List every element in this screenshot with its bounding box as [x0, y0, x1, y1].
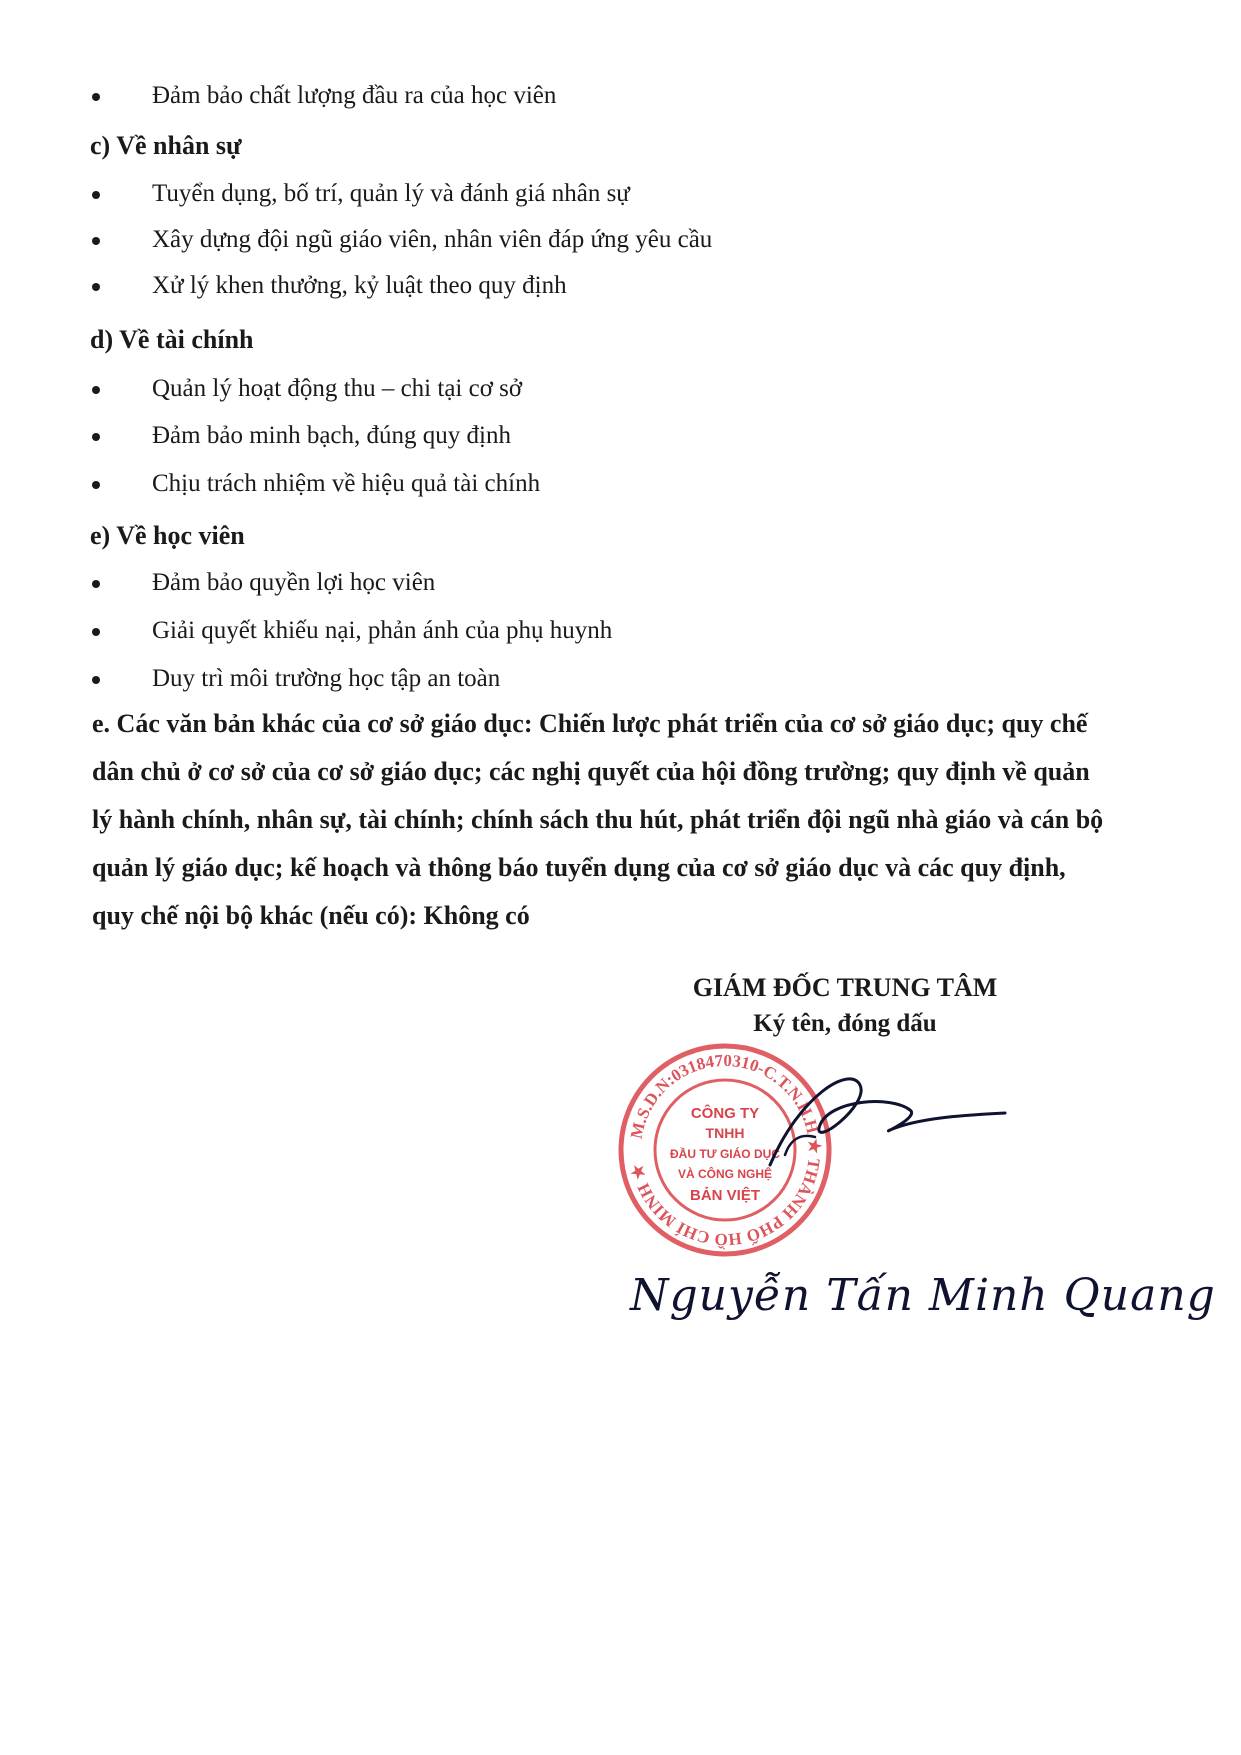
bullet-icon: [92, 433, 100, 441]
paragraph-line: e. Các văn bản khác của cơ sở giáo dục: Chiến lược phát triển của cơ sở giáo dục; quy chế: [92, 709, 1088, 738]
stamp-ring-text: M.S.D.N:0318470310-C.T.N.H.H ★ THÀNH PHỐ HỒ CHÍ MINH ★: [626, 1050, 825, 1250]
document-page: Đảm bảo chất lượng đầu ra của học viên c) Về nhân sự Tuyển dụng, bố trí, quản lý và đánh giá nhân sự Xây dựng đội ngũ giáo viên, nhân viên đáp ứng yêu cầu Xử lý khen thưởng, kỷ luật theo quy định d) Về tài chính Quản lý hoạt động thu – chi tại cơ sở Đảm bảo minh bạch, đúng quy định Chịu trách nhiệm về hiệu quả tài chính e) Về học viên Đảm bảo quyền lợi học viên Giải quyết khiếu nại, phản ánh của phụ huynh Duy trì môi trường học tập an toàn e. Các văn bản khác của cơ sở giáo dục: Chiến lược phát triển của cơ sở giáo dục; quy chế dân chủ ở cơ sở của cơ sở giáo dục; các nghị quyết của hội đồng trường; quy định về quản lý hành chính, nhân sự, tài chính; chính sách thu hút, phát triển đội ngũ nhà giáo và cán bộ quản lý giáo dục; kế hoạch và thông báo tuyển dụng của cơ sở giáo dục và các quy định, quy chế nội bộ khác (nếu có): Không có GIÁM ĐỐC TRUNG TÂM Ký tên, đóng dấu M.S.D.N:0318470310-C.T.N.H.H ★ THÀNH PHỐ HỒ CHÍ MINH ★ CÔNG TY TNHH ĐẦU TƯ GIÁO DỤC VÀ CÔNG NGHỆ BẢN VIỆT Nguyễn Tấn Minh Quang: [0, 0, 1241, 1755]
stamp-line: CÔNG TY: [690, 1105, 760, 1122]
paragraph-line: quản lý giáo dục; kế hoạch và thông báo tuyển dụng của cơ sở giáo dục và các quy định,: [92, 853, 1066, 882]
bullet-icon: [92, 93, 100, 101]
stamp-line: VÀ CÔNG NGHỆ: [677, 1167, 773, 1181]
bullet-icon: [92, 628, 100, 636]
bullet-icon: [92, 386, 100, 394]
signer-title: GIÁM ĐỐC TRUNG TÂM: [692, 973, 998, 1002]
other-documents-paragraph: [92, 700, 1142, 940]
bullet-icon: [92, 191, 100, 199]
bullet-icon: [92, 676, 100, 684]
signer-subtitle: Ký tên, đóng dấu: [753, 1010, 937, 1037]
bullet-icon: [92, 580, 100, 588]
bullet-icon: [92, 237, 100, 245]
stamp-line: BẢN VIỆT: [689, 1187, 761, 1204]
signature-block: [620, 970, 1070, 1042]
section-heading-finance: d) Về tài chính: [90, 325, 254, 354]
bullet-icon: [92, 283, 100, 291]
paragraph-line: dân chủ ở cơ sở của cơ sở giáo dục; các nghị quyết của hội đồng trường; quy định về quản: [92, 757, 1090, 786]
section-heading-students: e) Về học viên: [90, 521, 245, 550]
signature-mark: [740, 1055, 1020, 1185]
stamp-line: TNHH: [705, 1125, 745, 1141]
signer-name: Nguyễn Tấn Minh Quang: [630, 1270, 1216, 1321]
section-heading-personnel: c) Về nhân sự: [90, 131, 242, 160]
paragraph-line: quy chế nội bộ khác (nếu có): Không có: [92, 901, 530, 930]
paragraph-line: lý hành chính, nhân sự, tài chính; chính sách thu hút, phát triển đội ngũ nhà giáo và cán bộ: [92, 805, 1104, 834]
stamp-line: ĐẦU TƯ GIÁO DỤC: [670, 1147, 780, 1161]
bullet-icon: [92, 481, 100, 489]
signature-icon: [740, 1055, 1020, 1185]
